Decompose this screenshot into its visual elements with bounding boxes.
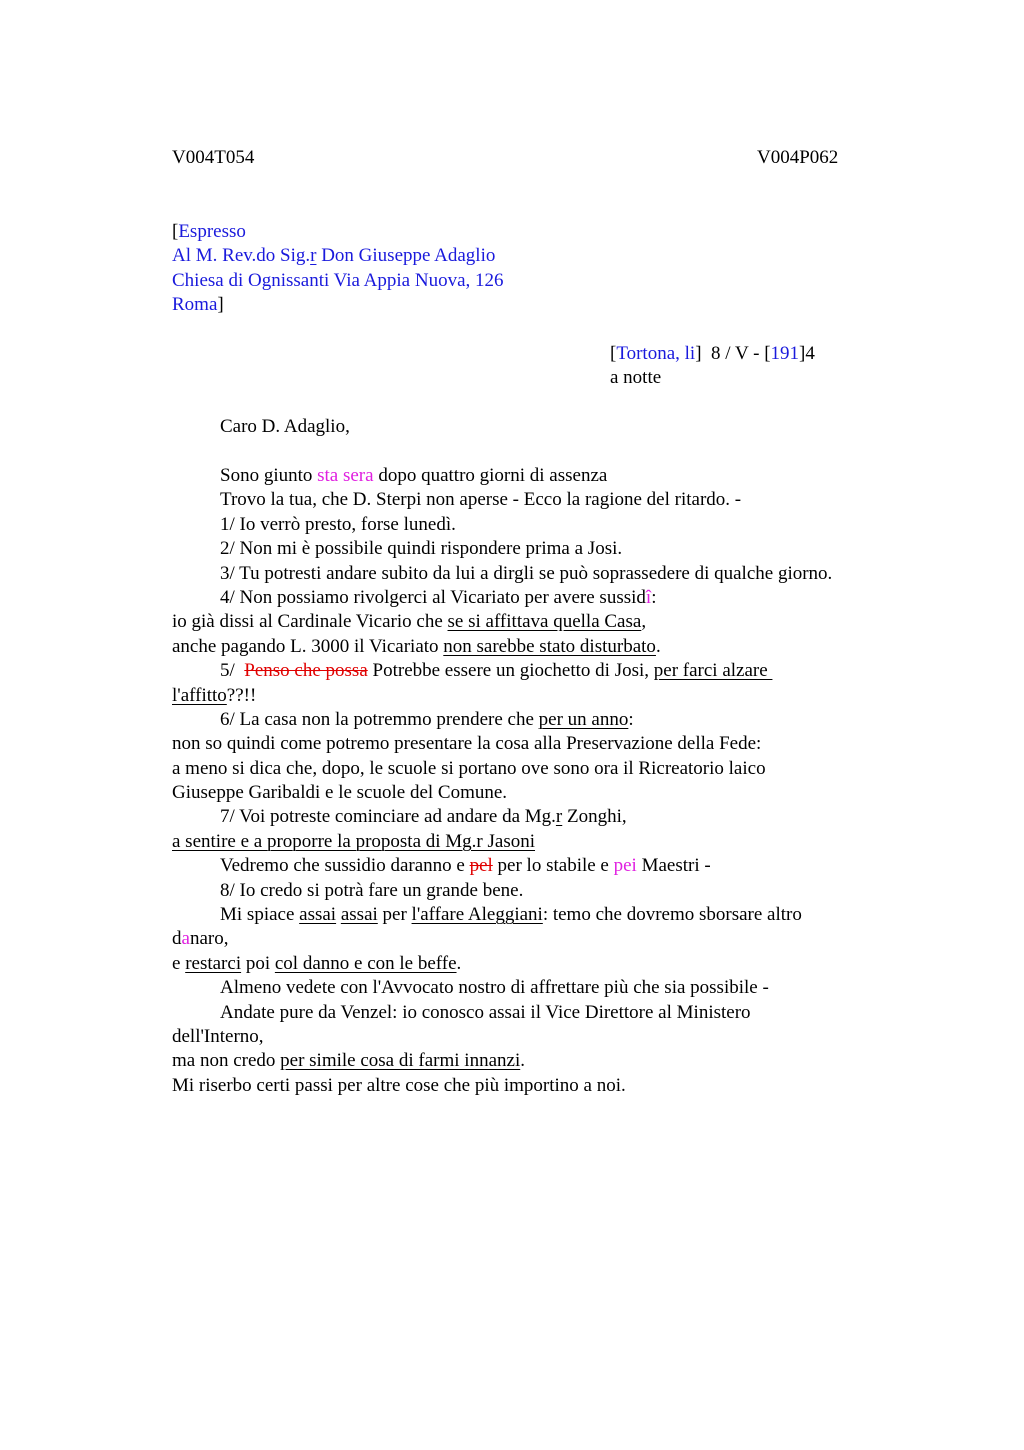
- body-line: non so quindi come potremo presentare la cosa alla Preservazione della Fede:: [172, 733, 762, 755]
- dateline-time: a notte: [610, 367, 662, 388]
- body-line: 7/ Voi potreste cominciare ad andare da Mg.r Zonghi,: [220, 806, 627, 828]
- document-code-left: V004T054: [172, 147, 255, 168]
- body-line: l'affitto??!!: [172, 684, 257, 706]
- body-line: Andate pure da Venzel: io conosco assai il Vice Direttore al Ministero: [220, 1001, 751, 1023]
- body-line: danaro,: [172, 928, 229, 950]
- body-line: 4/ Non possiamo rivolgerci al Vicariato per avere sussidî:: [220, 586, 657, 608]
- body-line: 1/ Io verrò presto, forse lunedì.: [220, 513, 456, 535]
- body-line: Mi riserbo certi passi per altre cose che più importino a noi.: [172, 1074, 626, 1096]
- body-line: 2/ Non mi è possibile quindi rispondere prima a Josi.: [220, 538, 623, 560]
- body-line: anche pagando L. 3000 il Vicariato non sarebbe stato disturbato.: [172, 635, 661, 657]
- dateline-place-date: [Tortona, li] 8 / V - [191]4: [610, 343, 815, 364]
- body-line: Sono giunto sta sera dopo quattro giorni di assenza: [220, 465, 608, 486]
- letter-body: [172, 464, 902, 1098]
- address-line-2: Al M. Rev.do Sig.r Don Giuseppe Adaglio: [172, 245, 496, 266]
- body-line: Almeno vedete con l'Avvocato nostro di affrettare più che sia possibile -: [220, 977, 769, 999]
- body-line: a meno si dica che, dopo, le scuole si portano ove sono ora il Ricreatorio laico: [172, 757, 766, 779]
- body-line: 3/ Tu potresti andare subito da lui a dirgli se può soprassedere di qualche giorno.: [220, 562, 833, 584]
- body-line: Trovo la tua, che D. Sterpi non aperse - Ecco la ragione del ritardo. -: [220, 489, 742, 511]
- address-line-3: Chiesa di Ognissanti Via Appia Nuova, 126: [172, 270, 504, 291]
- body-line: Vedremo che sussidio daranno e pel per lo stabile e pei Maestri -: [220, 855, 711, 877]
- body-line: Giuseppe Garibaldi e le scuole del Comune.: [172, 782, 508, 804]
- body-line: ma non credo per simile cosa di farmi innanzi.: [172, 1050, 525, 1072]
- body-line: io già dissi al Cardinale Vicario che se si affittava quella Casa,: [172, 611, 647, 633]
- document-code-right: V004P062: [757, 147, 839, 168]
- body-line: 6/ La casa non la potremmo prendere che per un anno:: [220, 708, 634, 730]
- salutation: Caro D. Adaglio,: [220, 416, 350, 437]
- address-line-4: Roma]: [172, 294, 224, 315]
- body-line: Mi spiace assai assai per l'affare Aleggiani: temo che dovremo sborsare altro: [220, 904, 802, 926]
- address-line-1: [Espresso: [172, 221, 246, 242]
- body-line: dell'Interno,: [172, 1025, 264, 1047]
- body-line: 5/ Penso che possa Potrebbe essere un giochetto di Josi, per farci alzare: [220, 660, 773, 682]
- body-line: e restarci poi col danno e con le beffe.: [172, 952, 462, 974]
- body-line: a sentire e a proporre la proposta di Mg.r Jasoni: [172, 830, 536, 852]
- body-line: 8/ Io credo si potrà fare un grande bene.: [220, 879, 524, 901]
